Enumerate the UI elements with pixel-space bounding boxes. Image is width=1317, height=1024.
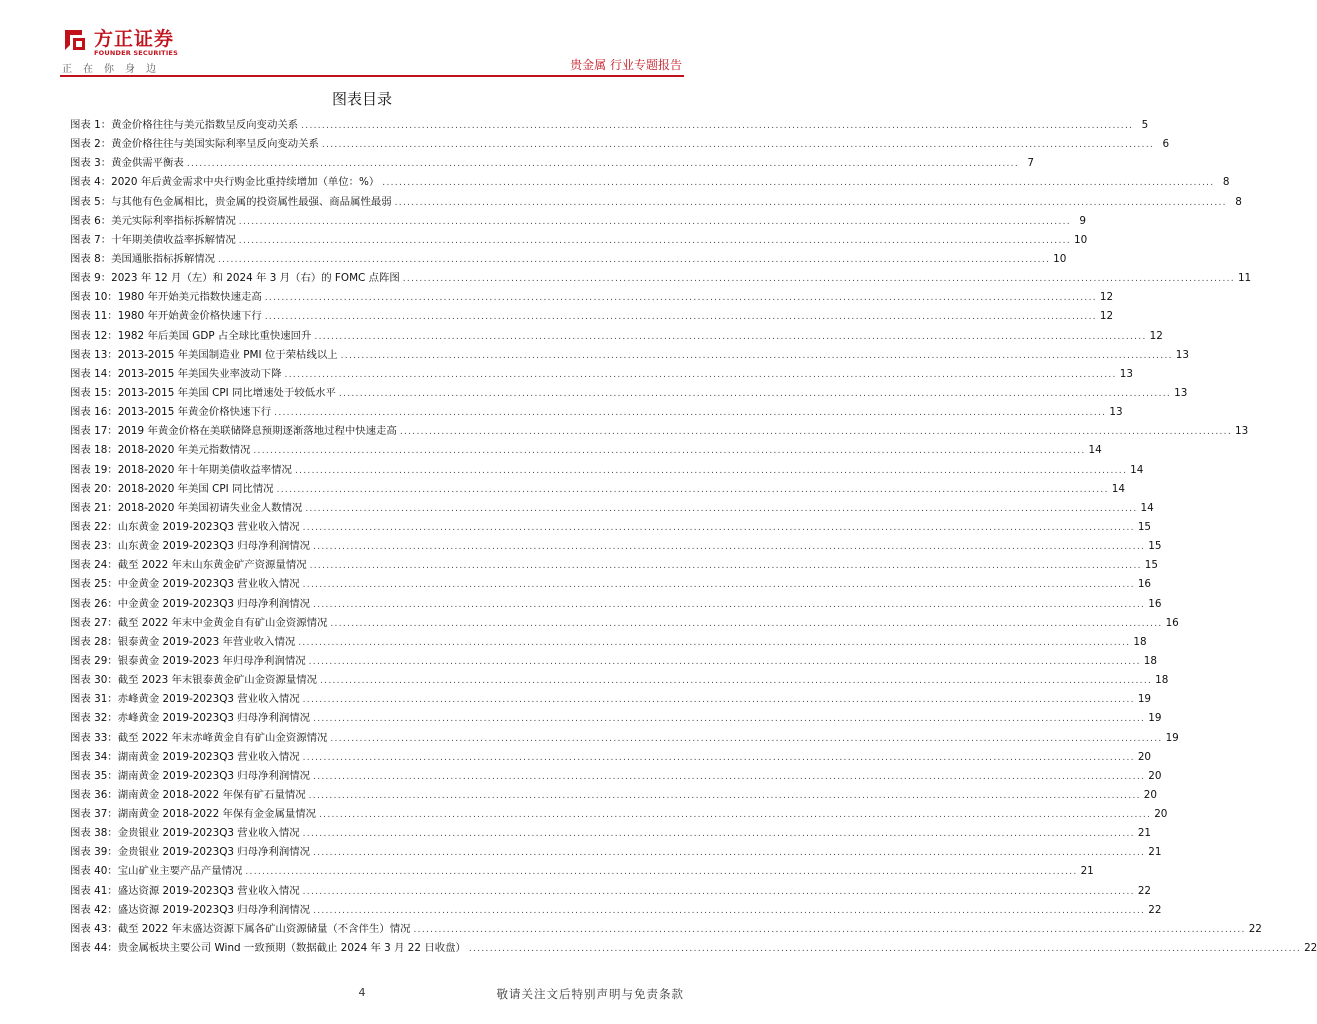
toc-entry-page: 20 xyxy=(1148,769,1162,782)
toc-entry[interactable] xyxy=(70,556,1159,575)
toc-entry[interactable] xyxy=(70,537,1162,556)
toc-entry-label: 图表 20：2018-2020 年美国 CPI 同比情况 xyxy=(70,482,274,495)
toc-dot-leader: ........................................................................................................................................................................................................ xyxy=(238,216,1071,227)
toc-dot-leader: ........................................................................................................................................................................................................ xyxy=(313,771,1146,782)
toc-entry[interactable] xyxy=(70,824,1152,843)
toc-entry-page: 20 xyxy=(1143,788,1158,801)
toc-dot-leader: ........................................................................................................................................................................................................ xyxy=(313,542,1146,553)
toc-entry-page: 20 xyxy=(1137,750,1152,763)
toc-entry-page: 8 xyxy=(1235,195,1242,208)
toc-entry-page: 5 xyxy=(1141,119,1149,131)
toc-entry[interactable] xyxy=(70,250,1067,269)
toc-entry-label: 图表 28：银泰黄金 2019-2023 年营业收入情况 xyxy=(70,635,296,648)
toc-entry-label: 图表 4：2020 年后黄金需求中央行购金比重持续增加（单位：%） xyxy=(70,176,380,189)
toc-entry-page: 19 xyxy=(1165,731,1179,744)
toc-dot-leader: ........................................................................................................................................................................................................ xyxy=(413,924,1246,935)
toc-entry-page: 15 xyxy=(1148,540,1162,553)
toc-dot-leader: ........................................................................................................................................................................................................ xyxy=(245,867,1078,878)
toc-entry-label: 图表 39：金贵银业 2019-2023Q3 归母净利润情况 xyxy=(70,846,311,859)
toc-entry-page: 9 xyxy=(1079,214,1086,227)
toc-entry-label: 图表 10：1980 年开始美元指数快速走高 xyxy=(70,291,262,304)
toc-entry[interactable] xyxy=(70,116,1149,135)
toc-entry-page: 14 xyxy=(1088,444,1102,457)
toc-dot-leader: ........................................................................................................................................................................................................ xyxy=(294,465,1128,476)
toc-entry-label: 图表 21：2018-2020 年美国初请失业金人数情况 xyxy=(70,501,303,514)
toc-entry-label: 图表 38：金贵银业 2019-2023Q3 营业收入情况 xyxy=(70,827,300,840)
toc-dot-leader: ........................................................................................................................................................................................................ xyxy=(313,599,1146,610)
toc-entry-label: 图表 40：宝山矿业主要产品产量情况 xyxy=(70,865,243,878)
toc-entry-label: 图表 43：截至 2022 年末盛达资源下属各矿山资源储量（不含伴生）情况 xyxy=(70,922,411,935)
toc-entry-label: 图表 11：1980 年开始黄金价格快速下行 xyxy=(70,310,262,323)
toc-dot-leader: ........................................................................................................................................................................................................ xyxy=(305,503,1138,514)
toc-entry[interactable] xyxy=(70,499,1154,518)
toc-entry-page: 14 xyxy=(1140,501,1154,514)
toc-entry-page: 18 xyxy=(1143,654,1158,667)
toc-dot-leader: ........................................................................................................................................................................................................ xyxy=(468,944,1302,955)
toc-entry[interactable] xyxy=(70,154,1034,173)
toc-entry[interactable] xyxy=(70,805,1168,824)
founder-logo-icon xyxy=(62,27,88,53)
toc-entry-label: 图表 37：湖南黄金 2018-2022 年保有金金属量情况 xyxy=(70,808,317,821)
toc-entry-label: 图表 19：2018-2020 年十年期美债收益率情况 xyxy=(70,463,292,476)
toc-entry[interactable] xyxy=(70,518,1152,537)
toc-entry-page: 18 xyxy=(1133,635,1147,648)
toc-dot-leader: ........................................................................................................................................................................................................ xyxy=(313,905,1146,916)
toc-entry[interactable] xyxy=(70,422,1249,441)
toc-entry-label: 图表 22：山东黄金 2019-2023Q3 营业收入情况 xyxy=(70,520,300,533)
toc-entry[interactable] xyxy=(70,709,1162,728)
header-divider xyxy=(60,75,684,77)
table-of-figures xyxy=(70,116,1317,958)
toc-dot-leader: ........................................................................................................................................................................................................ xyxy=(302,522,1135,533)
toc-dot-leader: ........................................................................................................................................................................................................ xyxy=(399,427,1232,438)
toc-entry-page: 19 xyxy=(1148,712,1162,725)
toc-dot-leader: ........................................................................................................................................................................................................ xyxy=(301,121,1134,131)
toc-entry-page: 12 xyxy=(1149,329,1163,342)
toc-entry-label: 图表 29：银泰黄金 2019-2023 年归母净利润情况 xyxy=(70,654,306,667)
toc-entry-page: 16 xyxy=(1148,597,1162,610)
toc-entry[interactable] xyxy=(70,480,1125,499)
toc-entry-page: 15 xyxy=(1137,520,1152,533)
toc-entry-page: 11 xyxy=(1237,272,1252,285)
toc-title: 图表目录 xyxy=(331,90,392,108)
toc-entry[interactable] xyxy=(70,231,1088,250)
toc-entry[interactable] xyxy=(70,671,1169,690)
toc-entry-label: 图表 44：贵金属板块主要公司 Wind 一致预期（数据截止 2024 年 3 月 22 日收盘） xyxy=(70,942,466,955)
toc-entry[interactable] xyxy=(70,901,1162,920)
toc-entry-page: 21 xyxy=(1080,865,1094,878)
page-header xyxy=(0,0,724,78)
logo-chinese-name: 方正证券 xyxy=(94,28,175,50)
report-type: 贵金属 行业专题报告 xyxy=(570,58,682,72)
toc-dot-leader: ........................................................................................................................................................................................................ xyxy=(302,829,1135,840)
toc-dot-leader: ........................................................................................................................................................................................................ xyxy=(302,580,1135,591)
toc-entry-label: 图表 36：湖南黄金 2018-2022 年保有矿石量情况 xyxy=(70,788,306,801)
toc-dot-leader: ........................................................................................................................................................................................................ xyxy=(309,561,1142,572)
toc-entry-label: 图表 31：赤峰黄金 2019-2023Q3 营业收入情况 xyxy=(70,693,300,706)
toc-entry-label: 图表 8：美国通胀指标拆解情况 xyxy=(70,252,215,265)
toc-dot-leader: ........................................................................................................................................................................................................ xyxy=(313,714,1146,725)
toc-dot-leader: ........................................................................................................................................................................................................ xyxy=(382,178,1215,189)
toc-entry-page: 13 xyxy=(1175,348,1190,361)
toc-entry[interactable] xyxy=(70,595,1162,614)
toc-entry-label: 图表 9：2023 年 12 月（左）和 2024 年 3 月（右）的 FOMC 点阵图 xyxy=(70,272,400,285)
toc-entry-page: 15 xyxy=(1144,559,1159,572)
toc-entry[interactable] xyxy=(70,729,1179,748)
toc-entry-label: 图表 5：与其他有色金属相比，贵金属的投资属性最强、商品属性最弱 xyxy=(70,195,392,208)
toc-entry-page: 13 xyxy=(1174,386,1188,399)
toc-entry[interactable] xyxy=(70,939,1317,958)
toc-entry[interactable] xyxy=(70,384,1188,403)
toc-entry[interactable] xyxy=(70,365,1133,384)
logo-english-name: FOUNDER SECURITIES xyxy=(94,49,178,57)
toc-dot-leader: ........................................................................................................................................................................................................ xyxy=(313,848,1146,859)
toc-dot-leader: ........................................................................................................................................................................................................ xyxy=(302,752,1135,763)
toc-entry-page: 22 xyxy=(1304,942,1317,955)
toc-entry-page: 20 xyxy=(1154,808,1168,821)
toc-entry-label: 图表 6：美元实际利率指标拆解情况 xyxy=(70,214,236,227)
toc-entry-page: 6 xyxy=(1162,138,1170,151)
toc-entry-page: 22 xyxy=(1137,884,1152,897)
toc-dot-leader: ........................................................................................................................................................................................................ xyxy=(264,293,1097,304)
toc-entry-page: 7 xyxy=(1027,157,1034,170)
toc-entry[interactable] xyxy=(70,441,1102,460)
toc-entry-page: 13 xyxy=(1119,367,1133,380)
toc-entry-label: 图表 30：截至 2023 年末银泰黄金矿山金资源量情况 xyxy=(70,674,317,687)
toc-entry-label: 图表 25：中金黄金 2019-2023Q3 营业收入情况 xyxy=(70,578,300,591)
toc-entry-label: 图表 13：2013-2015 年美国制造业 PMI 位于荣枯线以上 xyxy=(70,348,338,361)
toc-dot-leader: ........................................................................................................................................................................................................ xyxy=(394,197,1227,208)
toc-entry-page: 13 xyxy=(1235,425,1249,438)
toc-dot-leader: ........................................................................................................................................................................................................ xyxy=(308,790,1141,801)
toc-entry[interactable] xyxy=(70,614,1179,633)
toc-dot-leader: ........................................................................................................................................................................................................ xyxy=(218,254,1051,265)
toc-entry-page: 18 xyxy=(1155,674,1169,687)
toc-entry-label: 图表 26：中金黄金 2019-2023Q3 归母净利润情况 xyxy=(70,597,311,610)
toc-dot-leader: ........................................................................................................................................................................................................ xyxy=(330,733,1163,744)
toc-entry-page: 10 xyxy=(1053,252,1067,265)
toc-entry-page: 21 xyxy=(1148,846,1162,859)
toc-dot-leader: ........................................................................................................................................................................................................ xyxy=(402,274,1235,285)
toc-dot-leader: ........................................................................................................................................................................................................ xyxy=(298,637,1131,648)
toc-entry-label: 图表 3：黄金供需平衡表 xyxy=(70,157,184,170)
toc-entry[interactable] xyxy=(70,633,1147,652)
toc-entry-label: 图表 15：2013-2015 年美国 CPI 同比增速处于较低水平 xyxy=(70,386,336,399)
toc-entry-label: 图表 24：截至 2022 年末山东黄金矿产资源量情况 xyxy=(70,559,307,572)
toc-entry-page: 14 xyxy=(1111,482,1125,495)
toc-entry[interactable] xyxy=(70,307,1114,326)
toc-entry[interactable] xyxy=(70,767,1162,786)
toc-entry-label: 图表 18：2018-2020 年美元指数情况 xyxy=(70,444,251,457)
toc-dot-leader: ........................................................................................................................................................................................................ xyxy=(319,810,1152,821)
toc-dot-leader: ........................................................................................................................................................................................................ xyxy=(321,140,1155,151)
toc-entry[interactable] xyxy=(70,403,1123,422)
toc-entry[interactable] xyxy=(70,212,1086,231)
toc-entry-page: 14 xyxy=(1130,463,1144,476)
toc-entry-page: 12 xyxy=(1099,310,1114,323)
toc-dot-leader: ........................................................................................................................................................................................................ xyxy=(238,235,1071,246)
toc-entry[interactable] xyxy=(70,862,1094,881)
toc-entry-label: 图表 7：十年期美债收益率拆解情况 xyxy=(70,233,236,246)
toc-dot-leader: ........................................................................................................................................................................................................ xyxy=(302,886,1135,897)
toc-entry[interactable] xyxy=(70,575,1152,594)
toc-entry[interactable] xyxy=(70,920,1262,939)
toc-entry-label: 图表 33：截至 2022 年末赤峰黄金自有矿山金资源情况 xyxy=(70,731,328,744)
toc-entry-label: 图表 34：湖南黄金 2019-2023Q3 营业收入情况 xyxy=(70,750,300,763)
toc-entry-label: 图表 14：2013-2015 年美国失业率波动下降 xyxy=(70,367,282,380)
toc-entry[interactable] xyxy=(70,327,1163,346)
toc-entry[interactable] xyxy=(70,346,1190,365)
toc-entry-page: 13 xyxy=(1109,406,1123,419)
toc-entry[interactable] xyxy=(70,748,1152,767)
company-slogan: 正在你身边 xyxy=(62,64,167,75)
toc-entry[interactable] xyxy=(70,843,1162,862)
toc-dot-leader: ........................................................................................................................................................................................................ xyxy=(276,484,1109,495)
toc-entry[interactable] xyxy=(70,288,1114,307)
toc-entry-label: 图表 23：山东黄金 2019-2023Q3 归母净利润情况 xyxy=(70,540,311,553)
toc-entry[interactable] xyxy=(70,135,1170,154)
toc-dot-leader: ........................................................................................................................................................................................................ xyxy=(320,676,1153,687)
toc-entry[interactable] xyxy=(70,193,1242,212)
toc-entry-label: 图表 17：2019 年黄金价格在美联储降息预期逐渐落地过程中快速走高 xyxy=(70,425,397,438)
toc-dot-leader: ........................................................................................................................................................................................................ xyxy=(340,350,1173,361)
toc-entry[interactable] xyxy=(70,461,1144,480)
toc-dot-leader: ........................................................................................................................................................................................................ xyxy=(330,618,1163,629)
toc-entry-page: 10 xyxy=(1073,233,1088,246)
toc-entry[interactable] xyxy=(70,652,1158,671)
toc-dot-leader: ........................................................................................................................................................................................................ xyxy=(274,408,1107,419)
toc-entry[interactable] xyxy=(70,173,1230,192)
toc-entry-label: 图表 32：赤峰黄金 2019-2023Q3 归母净利润情况 xyxy=(70,712,311,725)
toc-entry-page: 16 xyxy=(1165,616,1179,629)
toc-dot-leader: ........................................................................................................................................................................................................ xyxy=(314,331,1147,342)
toc-entry-page: 12 xyxy=(1099,291,1114,304)
disclaimer-note: 敬请关注文后特别声明与免责条款 xyxy=(496,987,684,1001)
toc-dot-leader: ........................................................................................................................................................................................................ xyxy=(264,312,1097,323)
toc-entry[interactable] xyxy=(70,882,1152,901)
toc-dot-leader: ........................................................................................................................................................................................................ xyxy=(302,695,1135,706)
toc-entry[interactable] xyxy=(70,269,1252,288)
toc-entry-page: 16 xyxy=(1137,578,1152,591)
toc-entry-label: 图表 35：湖南黄金 2019-2023Q3 归母净利润情况 xyxy=(70,769,311,782)
toc-entry-label: 图表 42：盛达资源 2019-2023Q3 归母净利润情况 xyxy=(70,903,311,916)
toc-entry[interactable] xyxy=(70,786,1158,805)
toc-dot-leader: ........................................................................................................................................................................................................ xyxy=(186,159,1019,170)
toc-dot-leader: ........................................................................................................................................................................................................ xyxy=(308,656,1141,667)
toc-entry-label: 图表 27：截至 2022 年末中金黄金自有矿山金资源情况 xyxy=(70,616,328,629)
toc-entry[interactable] xyxy=(70,690,1152,709)
toc-entry-label: 图表 1：黄金价格往往与美元指数呈反向变动关系 xyxy=(70,119,299,131)
toc-entry-page: 22 xyxy=(1148,903,1162,916)
toc-entry-label: 图表 16：2013-2015 年黄金价格快速下行 xyxy=(70,406,272,419)
toc-entry-label: 图表 2：黄金价格往往与美国实际利率呈反向变动关系 xyxy=(70,138,319,151)
toc-dot-leader: ........................................................................................................................................................................................................ xyxy=(284,369,1117,380)
toc-entry-page: 22 xyxy=(1248,922,1262,935)
toc-entry-label: 图表 41：盛达资源 2019-2023Q3 营业收入情况 xyxy=(70,884,300,897)
toc-entry-label: 图表 12：1982 年后美国 GDP 占全球比重快速回升 xyxy=(70,329,312,342)
toc-entry-page: 19 xyxy=(1137,693,1152,706)
toc-entry-page: 8 xyxy=(1222,176,1230,189)
toc-dot-leader: ........................................................................................................................................................................................................ xyxy=(253,446,1086,457)
toc-dot-leader: ........................................................................................................................................................................................................ xyxy=(338,388,1172,399)
page-number: 4 xyxy=(358,986,366,999)
toc-entry-page: 21 xyxy=(1137,827,1152,840)
